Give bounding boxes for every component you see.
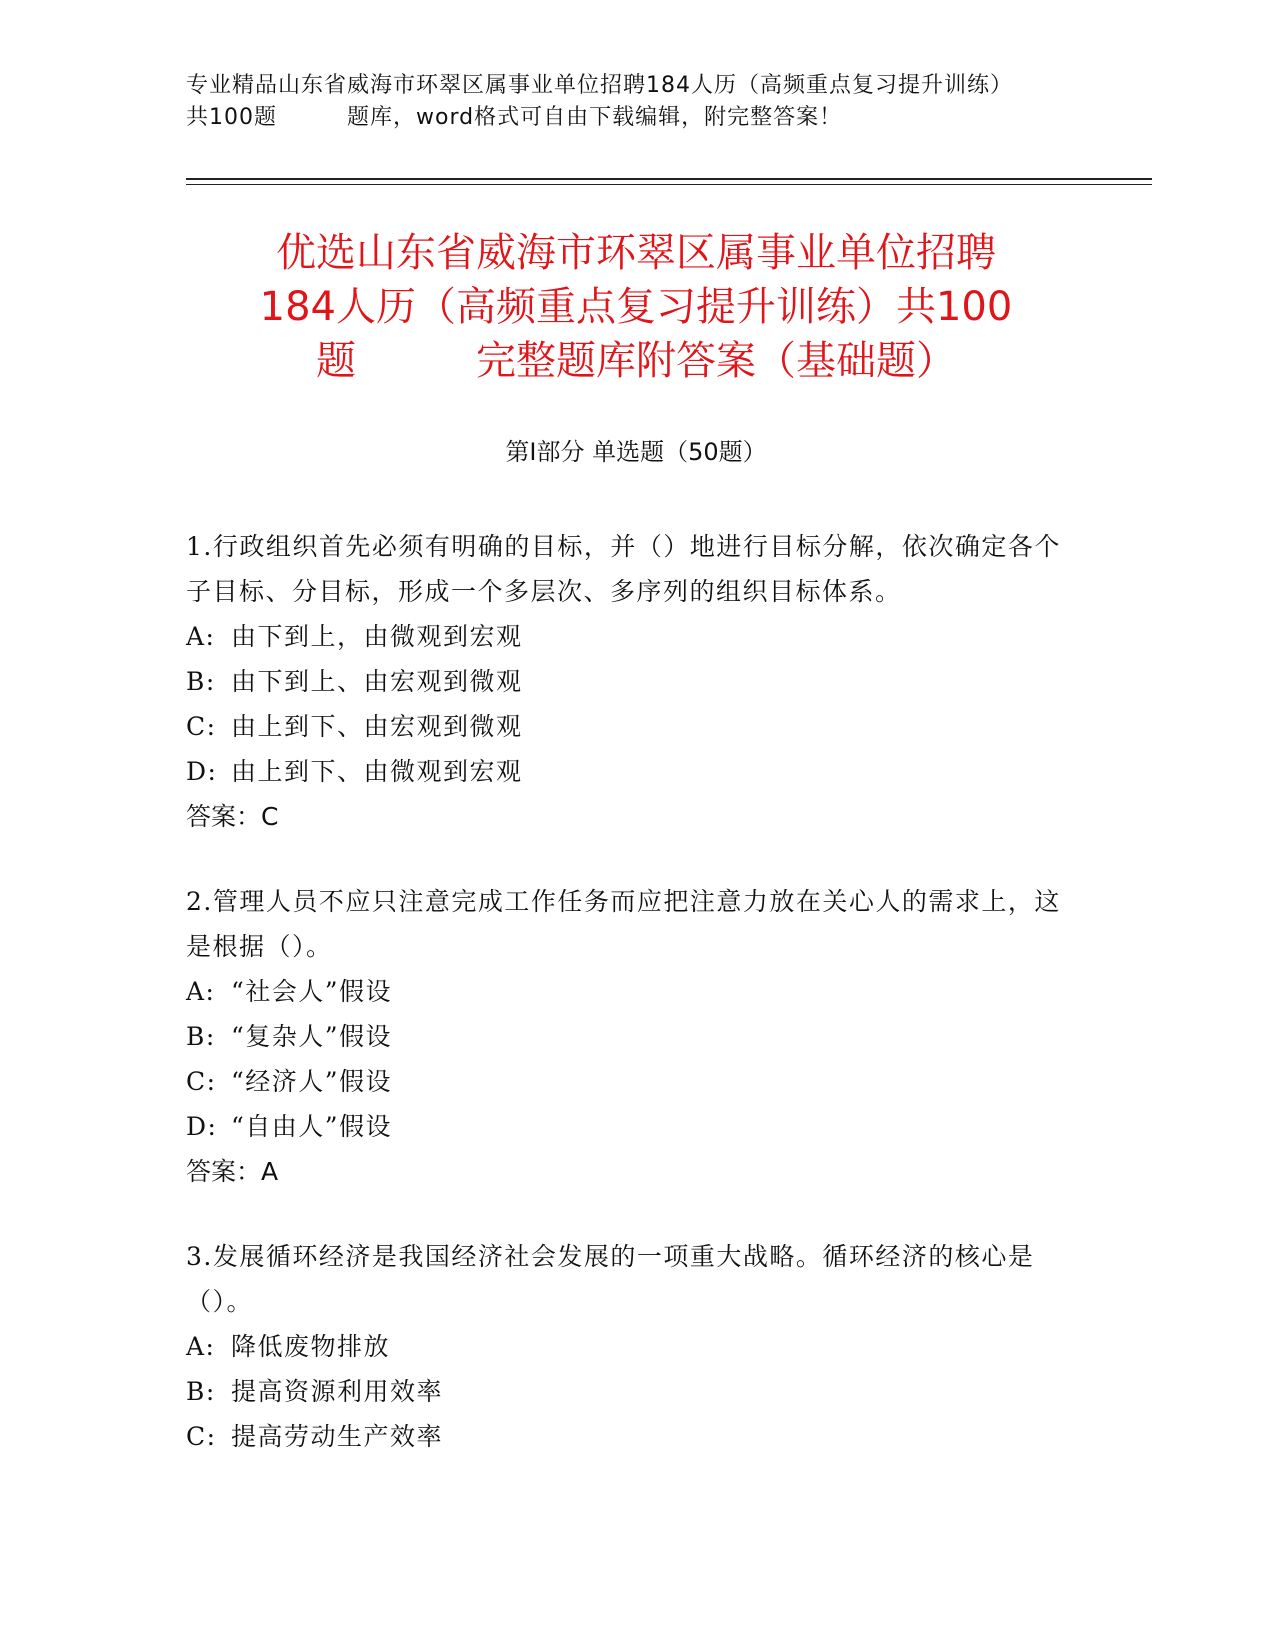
option-c [186, 704, 1066, 749]
option-key: C: [186, 1422, 217, 1451]
option-text: “复杂人”假设 [231, 1022, 393, 1051]
option-text: 降低废物排放 [231, 1332, 391, 1361]
option-c [186, 1414, 1066, 1459]
header-note-line1: 专业精品山东省威海市环翠区属事业单位招聘184人历（高频重点复习提升训练） [186, 73, 1013, 98]
option-d [186, 749, 1066, 794]
header-note [186, 70, 1086, 134]
option-c [186, 1059, 1066, 1104]
question-list [186, 524, 1066, 1499]
option-key: A: [186, 977, 216, 1006]
answer: 答案：C [186, 802, 279, 831]
option-b [186, 1369, 1066, 1414]
option-key: B: [186, 1377, 216, 1406]
title-line3-left: 题 [316, 338, 356, 384]
title-line2: 184人历（高频重点复习提升训练）共100 [259, 284, 1013, 330]
question-stem: 3.发展循环经济是我国经济社会发展的一项重大战略。循环经济的核心是（）。 [186, 1242, 1035, 1316]
option-text: “自由人”假设 [231, 1112, 393, 1141]
option-a [186, 614, 1066, 659]
option-a [186, 1324, 1066, 1369]
header-divider-thin [186, 184, 1152, 185]
question-1 [186, 524, 1066, 839]
option-key: C: [186, 1067, 217, 1096]
option-key: A: [186, 1332, 216, 1361]
section-heading: 第Ⅰ部分 单选题（50题） [505, 438, 767, 466]
option-text: 由下到上、由宏观到微观 [231, 667, 523, 696]
title-line1: 优选山东省威海市环翠区属事业单位招聘 [276, 230, 996, 276]
option-a [186, 969, 1066, 1014]
option-key: D: [186, 1112, 218, 1141]
answer: 答案：A [186, 1157, 279, 1186]
question-stem: 2.管理人员不应只注意完成工作任务而应把注意力放在关心人的需求上，这是根据（）。 [186, 887, 1061, 961]
header-note-count: 共100题 [186, 105, 277, 130]
option-text: 提高劳动生产效率 [231, 1422, 444, 1451]
option-b [186, 1014, 1066, 1059]
option-b [186, 659, 1066, 704]
title-line3-right: 完整题库附答案（基础题） [476, 338, 956, 384]
option-text: 由上到下、由微观到宏观 [231, 757, 523, 786]
option-key: B: [186, 1022, 216, 1051]
option-text: 由上到下、由宏观到微观 [231, 712, 523, 741]
option-key: A: [186, 622, 216, 651]
question-stem: 1.行政组织首先必须有明确的目标，并（）地进行目标分解，依次确定各个子目标、分目标，形成一个多层次、多序列的组织目标体系。 [186, 532, 1061, 606]
question-3 [186, 1234, 1066, 1459]
document-title [186, 226, 1086, 388]
header-note-line2 [186, 102, 1086, 134]
option-text: “社会人”假设 [231, 977, 393, 1006]
option-text: “经济人”假设 [231, 1067, 393, 1096]
option-d [186, 1104, 1066, 1149]
question-2 [186, 879, 1066, 1194]
option-key: B: [186, 667, 216, 696]
option-text: 由下到上，由微观到宏观 [231, 622, 523, 651]
option-key: D: [186, 757, 218, 786]
header-note-desc: 题库，word格式可自由下载编辑，附完整答案！ [347, 105, 843, 130]
header-divider-thick [186, 178, 1152, 180]
option-key: C: [186, 712, 217, 741]
option-text: 提高资源利用效率 [231, 1377, 444, 1406]
